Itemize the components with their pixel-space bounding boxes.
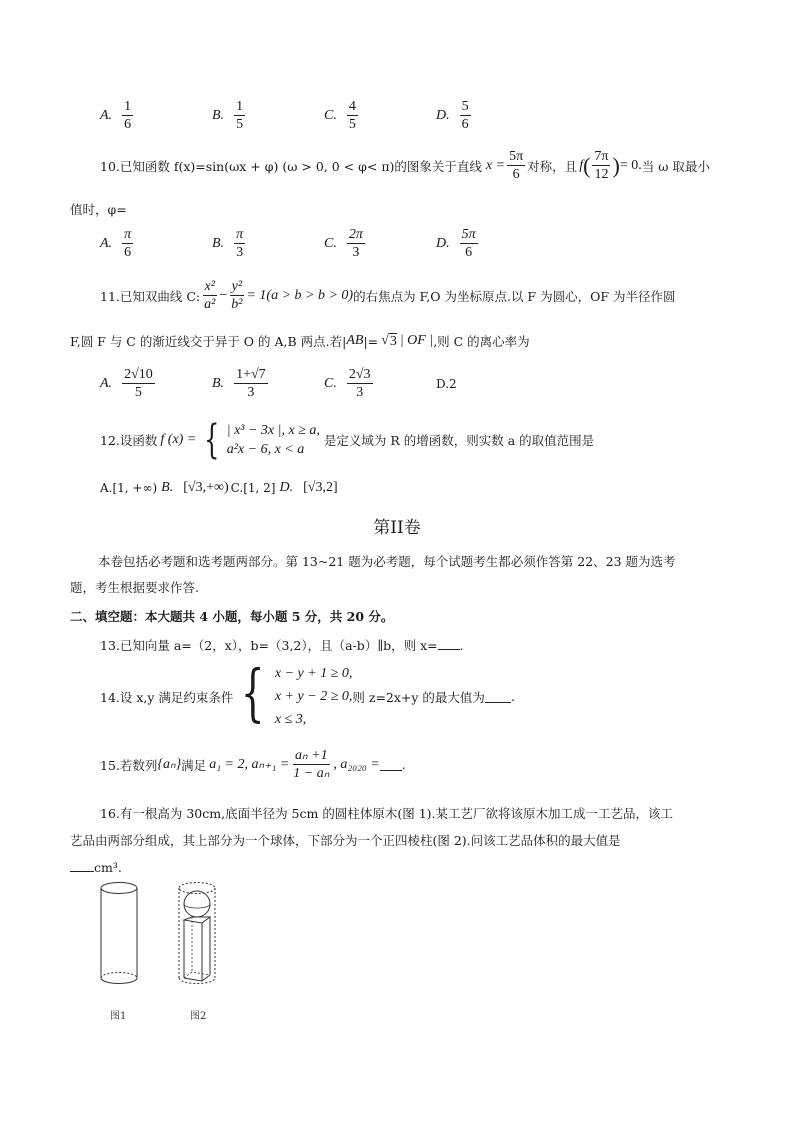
- fraction: $\frac{1}{6}$: [124, 99, 132, 132]
- fraction: $\frac{5}{6}$: [461, 99, 469, 132]
- fraction: $\frac{2√10}{5}$: [124, 367, 153, 400]
- fraction: $\frac{\text{y²}}{\text{b²}}$: [231, 279, 243, 312]
- fraction: $\frac{\text{x²}}{\text{a²}}$: [204, 279, 216, 312]
- section-title: 第II卷: [373, 518, 421, 538]
- q13: 13.已知向量 a=（2，x），b=（3,2），且（a-b）∥b，则 x= .: [100, 638, 464, 653]
- q11-option-a: A. $\frac{2√10}{5}$: [100, 367, 153, 400]
- paren-open: (: [583, 152, 591, 178]
- q10-stem-line2: 值时，φ=: [70, 202, 127, 217]
- figure-1-caption: 图1: [110, 1011, 127, 1022]
- fraction: $\frac{5\pi}{6}$: [509, 149, 524, 182]
- q11-option-b: B. $\frac{1+√7}{3}$: [212, 367, 266, 400]
- answer-blank: [70, 859, 94, 872]
- brace-icon: {: [241, 656, 265, 729]
- q14: 14.设 x,y 满足约束条件 { x − y + 1 ≥ 0, x + y − 2 ≥ 0, x ≤ 3, 则 z=2x+y 的最大值为 .: [100, 656, 515, 729]
- sphere: [184, 891, 210, 917]
- sqrt-sign: √: [381, 333, 389, 348]
- q10-option-c: C. $\frac{2\pi}{3}$: [324, 227, 363, 260]
- fraction: $\frac{5\pi}{6}$: [461, 227, 476, 260]
- section-heading: 二、填空题：本大题共 4 小题，每小题 5 分，共 20 分。: [70, 609, 394, 624]
- figure-2-cylinder-sphere-prism: [174, 878, 220, 988]
- q10-option-a: A. $\frac{\pi}{6}$: [100, 227, 132, 260]
- q9-option-c: C. $\frac{4}{5}$: [324, 99, 356, 132]
- cylinder-bottom-back: [101, 973, 137, 979]
- q11-stem-line2: F,圆 F 与 C 的渐近线交于异于 O 的 A,B 两点.若| AB |= √ 3 | OF | ,则 C 的离心率为: [70, 333, 530, 349]
- brace-icon: {: [204, 417, 220, 463]
- fraction: $\frac{4}{5}$: [348, 99, 356, 132]
- answer-blank: [380, 758, 402, 771]
- q16: 16.有一根高为 30cm,底面半径为 5cm 的圆柱体原木(图 1).某工艺厂欲将该原木加工成一工艺品，该工 艺品由两部分组成，其上部分为一个球体，下部分为一个正四棱柱(图 2).问该工艺品体积的最大值是 cm³.: [70, 806, 673, 875]
- fraction: $\frac{1}{5}$: [236, 99, 244, 132]
- q9-option-d: D. $\frac{5}{6}$: [436, 99, 469, 132]
- constraint-system: { x − y + 1 ≥ 0, x + y − 2 ≥ 0, x ≤ 3,: [241, 656, 353, 729]
- fraction: $\frac{\text{aₙ +1}}{\text{1 − aₙ}}$: [293, 748, 330, 781]
- fraction: $\frac{2√3}{3}$: [348, 367, 371, 400]
- prism-top: [184, 917, 210, 923]
- q9-option-b: B. $\frac{1}{5}$: [212, 99, 244, 132]
- cylinder-bottom-front: [101, 978, 137, 984]
- answer-blank: [438, 637, 460, 650]
- q12-stem: 12.设函数 f (x) = { | x³ − 3x |, x ≥ a, a²x − 6, x < a 是定义域为 R 的增函数，则实数 a 的取值范围是: [100, 417, 595, 463]
- q15: 15.若数列 {aₙ} 满足 a₁ = 2, aₙ₊₁ = $\frac{\text{aₙ +1}}{\text{1 − aₙ}}$ , a₂₀₂₀ = .: [100, 748, 406, 781]
- q11-option-c: C. $\frac{2√3}{3}$: [324, 367, 371, 400]
- answer-blank: [485, 690, 511, 703]
- q11-stem: 11.已知双曲线 C: $\frac{\text{x²}}{\text{a²}}$ − $\frac{\text{y²}}{\text{b²}}$ = 1(a > b > b > 0) 的右焦点为 F,O 为坐标原点.以 F 为圆心，OF 为半径作圆: [100, 279, 676, 312]
- q10-option-b: B. $\frac{\pi}{3}$: [212, 227, 244, 260]
- sphere-equator: [184, 904, 210, 908]
- q10-option-d: D. $\frac{5\pi}{6}$: [436, 227, 476, 260]
- cylinder-top-ellipse: [101, 883, 137, 894]
- q10-options: [100, 226, 548, 261]
- prism-bottom-hidden: [184, 972, 210, 978]
- q12-options: A.[1, +∞) B. [√3,+∞) C.[1, 2] D. [√3,2]: [100, 480, 338, 495]
- prism-bottom: [184, 975, 210, 981]
- fraction: $\frac{7\pi}{12}$: [594, 149, 609, 182]
- q9-option-a: A. $\frac{1}{6}$: [100, 99, 132, 132]
- fraction: $\frac{\pi}{3}$: [236, 227, 244, 260]
- section-intro: 本卷包括必考题和选考题两部分。第 13~21 题为必考题，每个试题考生都必须作答第 22、23 题为选考 题，考生根据要求作答.: [70, 554, 676, 595]
- paren-close: ): [612, 152, 620, 178]
- fraction: $\frac{1+√7}{3}$: [236, 367, 266, 400]
- figure-1-cylinder: [96, 878, 142, 988]
- outer-bottom: [179, 978, 215, 984]
- fraction: $\frac{2\pi}{3}$: [348, 227, 363, 260]
- q10-stem: 10.已知函数 f(x)=sin(ωx + φ) (ω > 0, 0 < φ< π)的图象关于直线 x = $\frac{5\pi}{6}$ 对称，且 f ( $\frac{7\pi}{12}$ ) = 0. 当 ω 取最小: [100, 149, 710, 182]
- outer-top-ellipse: [179, 883, 215, 894]
- q11-options: [100, 366, 548, 401]
- q9-options: [100, 98, 548, 133]
- piecewise: { | x³ − 3x |, x ≥ a, a²x − 6, x < a: [204, 417, 320, 463]
- q11-option-d: D.2: [436, 376, 457, 391]
- fraction: $\frac{\pi}{6}$: [124, 227, 132, 260]
- figure-2-caption: 图2: [190, 1011, 207, 1022]
